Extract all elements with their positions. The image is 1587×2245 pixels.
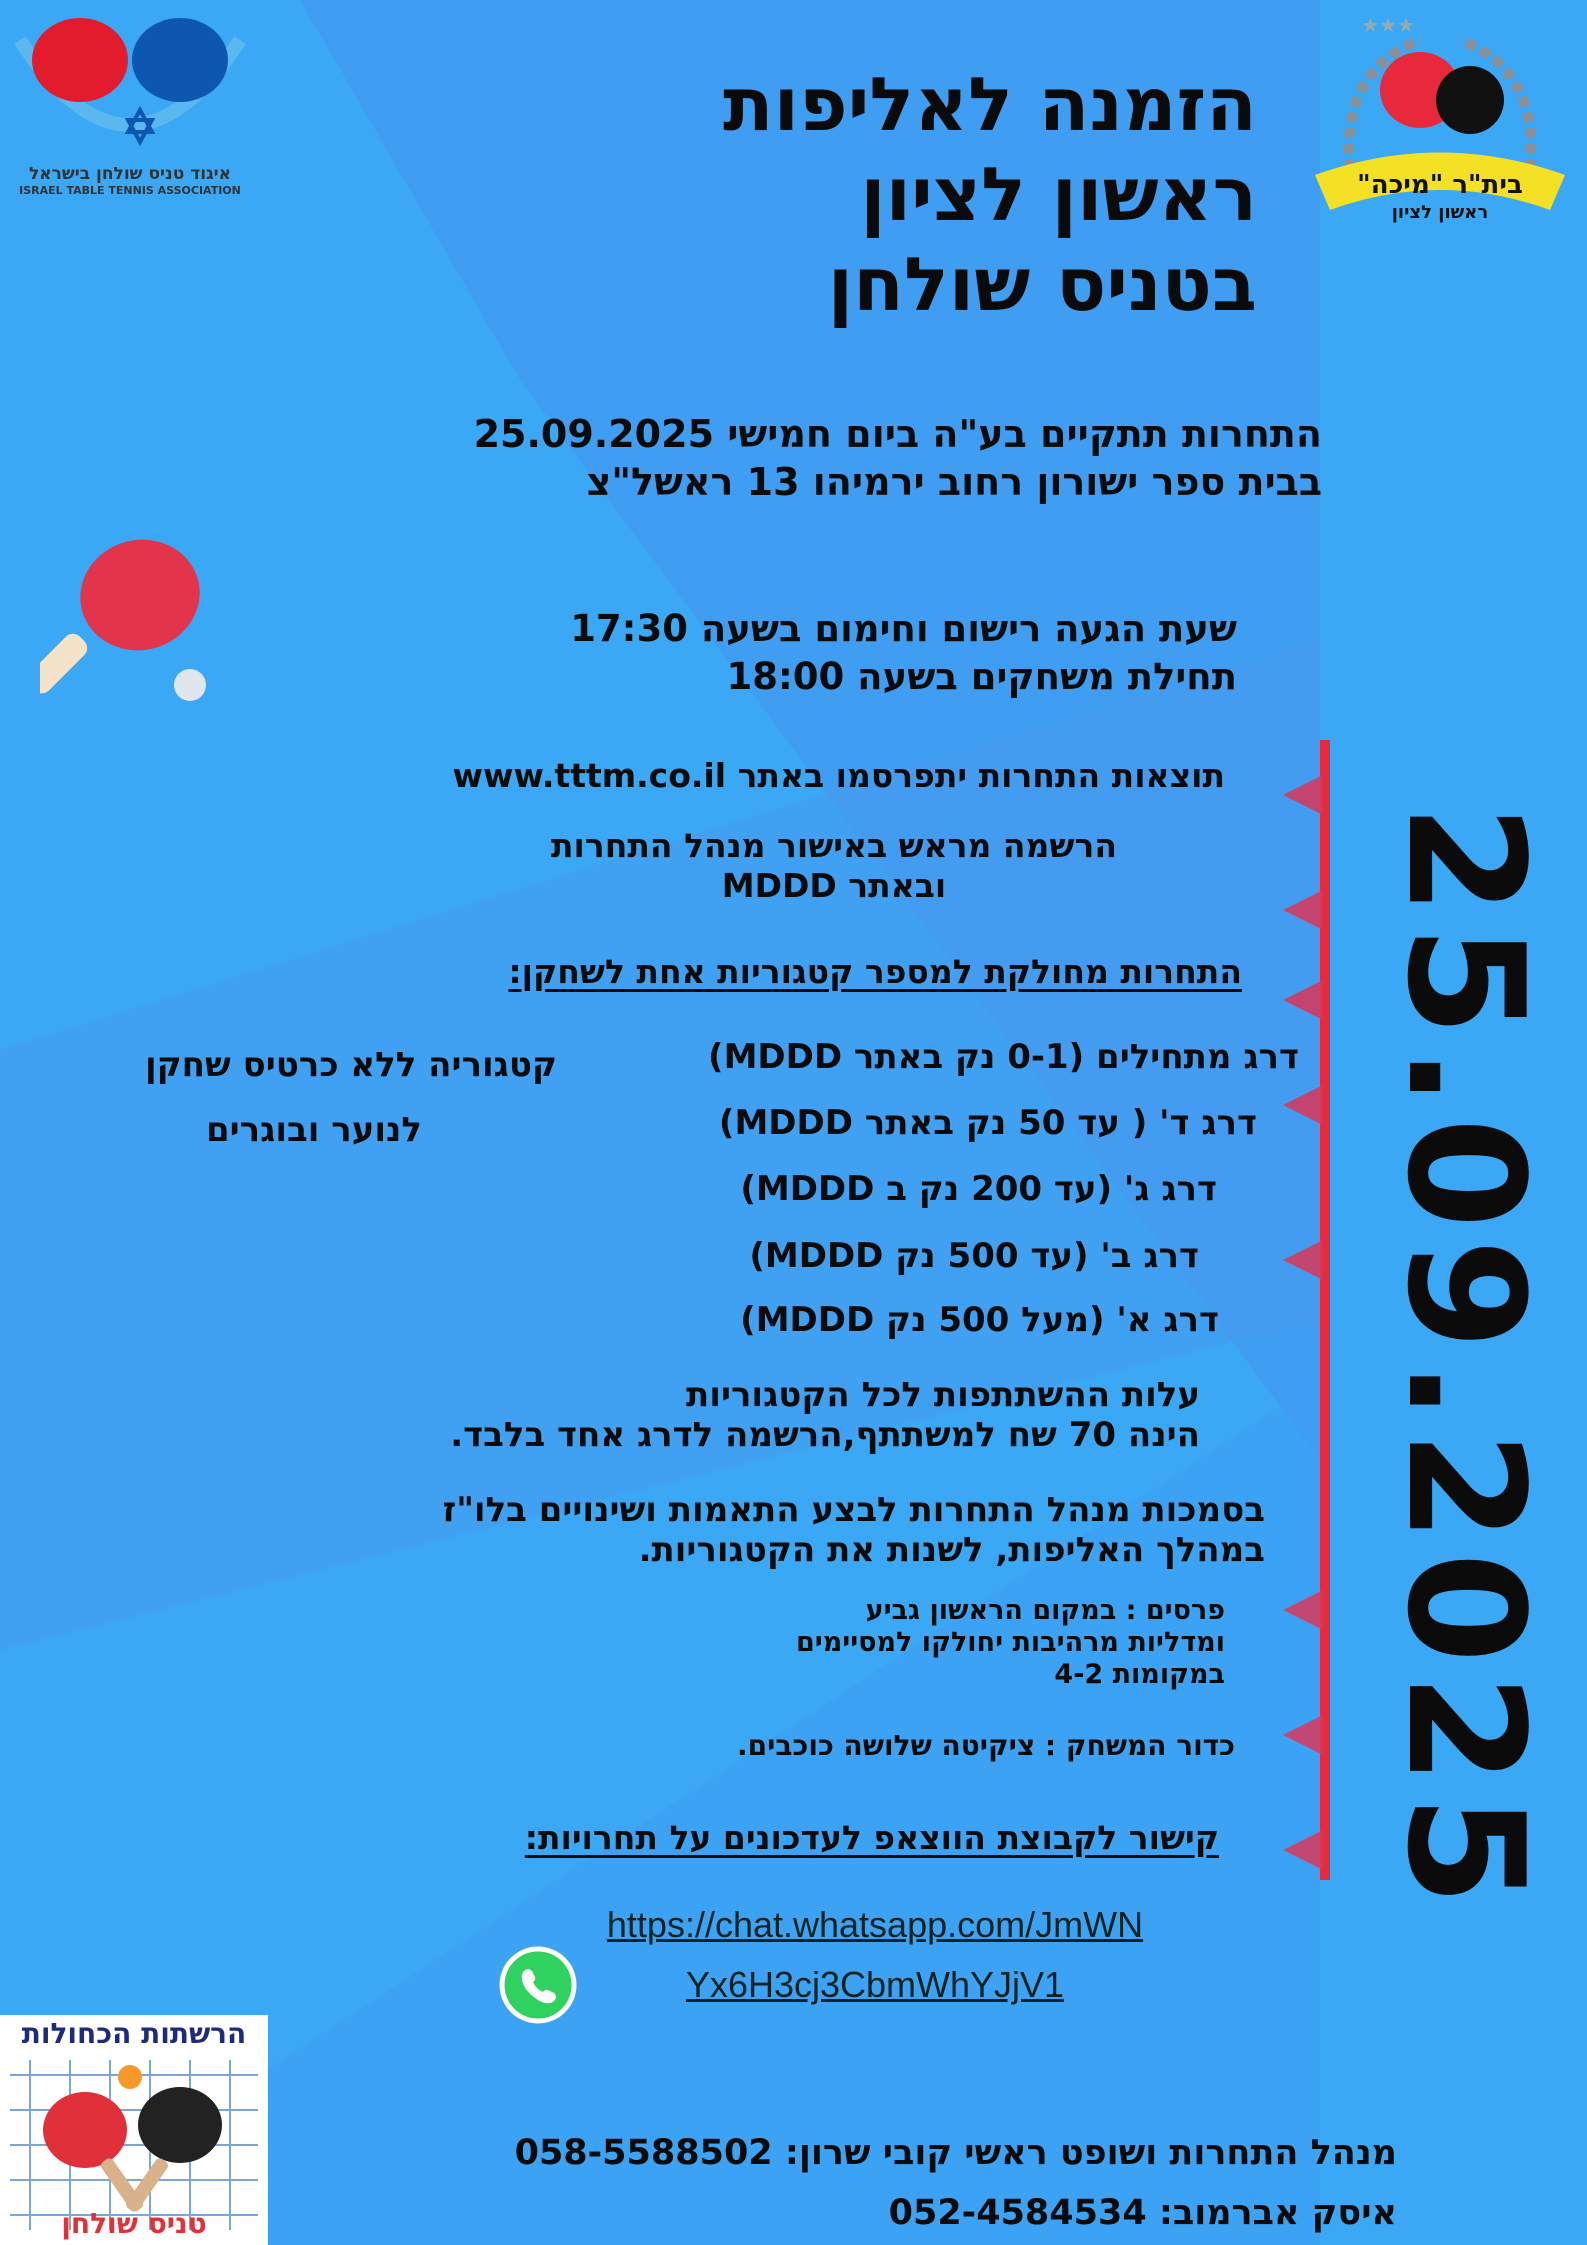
event-location-line: בבית ספר ישורון רחוב ירמיהו 13 ראשל"צ	[586, 460, 1322, 504]
blue-league-logo	[0, 2015, 268, 2245]
vertical-date-text: 25.09.2025	[1372, 803, 1559, 1917]
blue-league-title: הרשתות הכחולות	[21, 2017, 247, 2050]
association-logo	[10, 10, 250, 210]
category-beginners: דרג מתחילים (0-1 נק באתר MDDD)	[708, 1037, 1299, 1077]
fee-line-2: הינה 70 שח למשתתף,הרשמה לדרג אחד בלבד.	[450, 1415, 1200, 1455]
category-d: דרג ד' ( עד 50 נק באתר MDDD)	[718, 1103, 1257, 1143]
category-a: דרג א' (מעל 500 נק MDDD)	[740, 1300, 1219, 1340]
authority-line-1: בסמכות מנהל התחרות לבצע התאמות ושינויים בלו"ז	[442, 1490, 1265, 1530]
prizes	[796, 1595, 1225, 1691]
results-note: תוצאות התחרות יתפרסמו באתר www.tttm.co.il	[452, 756, 1225, 795]
director-contact: מנהל התחרות ושופט ראשי קובי שרון: 058-5588502	[514, 2133, 1397, 2173]
arrow-marker-icon	[1283, 775, 1323, 815]
whatsapp-link-line-1[interactable]: https://chat.whatsapp.com/JmWN	[606, 1904, 1144, 1945]
categories-heading: התחרות מחולקת למספר קטגוריות אחת לשחקן:	[508, 952, 1242, 991]
vertical-date	[1372, 760, 1559, 1960]
title-line-2: ראשון לציון	[860, 152, 1257, 238]
event-info	[474, 410, 1322, 506]
page-title	[723, 60, 1257, 330]
title-line-3: בטניס שולחן	[827, 242, 1257, 328]
club-name: בית"ר "מיכה"	[1357, 170, 1523, 200]
club-city: ראשון לציון	[1391, 202, 1489, 223]
category-c: דרג ג' (עד 200 נק ב MDDD)	[740, 1169, 1217, 1209]
arrow-marker-icon	[1283, 1590, 1323, 1630]
paddle-icon	[40, 535, 220, 715]
paddles-icon	[10, 10, 250, 160]
arrow-marker-icon	[1283, 980, 1323, 1020]
club-logo	[1310, 10, 1570, 230]
director-authority	[443, 1490, 1265, 1570]
whatsapp-heading: קישור לקבוצת הווצאפ לעדכונים על תחרויות:	[524, 1818, 1219, 1857]
start-time: תחילת משחקים בשעה 18:00	[726, 655, 1237, 698]
event-date-line: התחרות תתקיים בע"ה ביום חמישי 25.09.2025	[473, 412, 1322, 456]
authority-line-2: במהלך האליפות, לשנות את הקטגוריות.	[638, 1530, 1265, 1570]
arrival-time: שעת הגעה רישום וחימום בשעה 17:30	[570, 607, 1237, 650]
category-b: דרג ב' (עד 500 נק MDDD)	[749, 1236, 1199, 1276]
timeline-markers	[1275, 740, 1325, 1880]
whatsapp-link[interactable]	[560, 1895, 1190, 2015]
arrow-marker-icon	[1283, 1830, 1323, 1870]
no-card-audience: לנוער ובוגרים	[205, 1110, 422, 1150]
game-ball: כדור המשחק : ציקיטה שלושה כוכבים.	[737, 1729, 1235, 1762]
whatsapp-link-line-2[interactable]: Yx6H3cj3CbmWhYJjV1	[685, 1964, 1065, 2005]
prizes-line-2: ומדליות מרהיבות יחולקו למסיימים	[795, 1627, 1225, 1658]
association-name-en: ISRAEL TABLE TENNIS ASSOCIATION	[19, 184, 241, 197]
no-card-category: קטגוריה ללא כרטיס שחקן	[144, 1045, 557, 1085]
arrow-marker-icon	[1283, 1715, 1323, 1755]
arrow-marker-icon	[1283, 1240, 1323, 1280]
footer-contacts	[515, 2123, 1397, 2243]
title-line-1: הזמנה לאליפות	[723, 62, 1257, 148]
svg-text:★★★: ★★★	[1361, 13, 1415, 37]
registration-line-1: הרשמה מראש באישור מנהל התחרות	[550, 826, 1117, 865]
registration-line-2: ובאתר MDDD	[721, 866, 947, 905]
fee-line-1: עלות ההשתתפות לכל הקטגוריות	[686, 1375, 1200, 1415]
arrow-marker-icon	[1283, 890, 1323, 930]
prizes-line-1: פרסים : במקום הראשון גביע	[865, 1595, 1225, 1626]
arrow-marker-icon	[1283, 1085, 1323, 1125]
blue-league-subtitle: טניס שולחן	[61, 2207, 207, 2240]
registration-note	[551, 826, 1117, 906]
second-contact: איסק אברמוב: 052-4584534	[888, 2193, 1397, 2233]
prizes-line-3: במקומות 4-2	[1054, 1659, 1225, 1690]
association-name-he: איגוד טניס שולחן בישראל	[28, 164, 232, 184]
schedule-times	[570, 605, 1237, 701]
participation-fee	[450, 1375, 1200, 1455]
